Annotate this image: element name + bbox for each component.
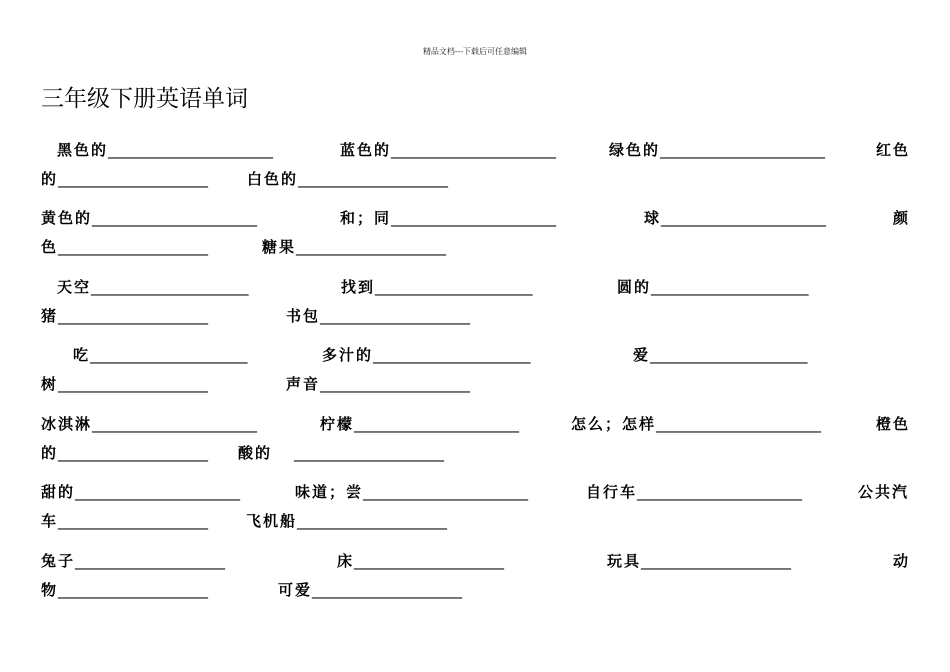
vocab-item-rabbit [41,551,225,571]
vocab-item-airship [246,511,447,531]
vocab-item-bed [337,551,504,571]
vocab-item-colour [893,208,910,228]
vocab-label: 白色的 [247,170,299,188]
answer-blank[interactable]: ____________________ [320,307,471,325]
vocab-label: 橙色 [876,415,911,433]
vocab-label: 冰淇淋 [41,415,93,433]
vocab-item-schoolbag [286,306,470,326]
answer-blank[interactable]: ______________________ [92,415,258,433]
vocab-item-ice-cream [41,414,257,434]
vocab-label: 柠檬 [320,415,355,433]
vocab-label: 自行车 [586,483,638,501]
vocab-label: 和；同 [340,209,392,227]
vocab-item-love [633,345,808,365]
vocab-label: 玩具 [607,552,642,570]
answer-blank[interactable]: ____________________ [58,581,209,599]
vocab-item-find [341,277,533,297]
vocab-item-bus-cont [41,511,208,531]
answer-blank[interactable]: ______________________ [660,141,826,159]
vocab-label: 找到 [341,278,376,296]
vocab-label: 圆的 [617,278,652,296]
vocab-label: 黑色的 [57,141,109,159]
vocab-item-tree [41,374,208,394]
answer-blank[interactable]: ______________________ [75,483,241,501]
vocab-item-sour [238,443,444,463]
answer-blank[interactable]: ____________________ [312,581,463,599]
vocab-item-sound [286,374,470,394]
page-title: 三年级下册英语单词 [41,86,248,112]
vocab-item-orange-cont [41,443,208,463]
vocab-label: 爱 [633,346,651,364]
vocab-label: 公共汽 [858,483,910,501]
vocab-item-how [571,414,821,434]
vocab-item-black [57,140,273,160]
answer-blank[interactable]: ____________________ [294,444,445,462]
answer-blank[interactable]: ____________________ [58,307,209,325]
answer-blank[interactable]: _____________________ [650,346,808,364]
vocab-label: 飞机船 [246,512,298,530]
vocab-label: 绿色的 [609,141,661,159]
vocab-item-sweet [41,482,240,502]
page-header: 精品文档---下载后可任意编辑 [422,47,528,56]
answer-blank[interactable]: ______________________ [108,141,274,159]
vocab-label: 猪 [41,307,59,325]
answer-blank[interactable]: ____________________ [58,375,209,393]
answer-blank[interactable]: ______________________ [354,415,520,433]
vocab-item-round [617,277,809,297]
answer-blank[interactable]: _____________________ [90,346,248,364]
answer-blank[interactable]: ____________________ [58,512,209,530]
vocab-label: 可爱 [278,581,313,599]
vocab-label: 动 [893,552,911,570]
vocab-item-yellow [41,208,257,228]
vocab-label: 多汁的 [322,346,374,364]
vocab-label: 物 [41,581,59,599]
vocab-label: 红色 [876,141,911,159]
vocab-item-taste [295,482,528,502]
vocab-label: 酸的 [238,444,273,462]
vocab-item-eat [73,345,248,365]
vocab-item-green [609,140,825,160]
vocab-item-red [876,140,910,160]
vocab-label: 色 [41,238,59,256]
vocab-label: 怎么；怎样 [571,415,657,433]
vocab-label: 床 [337,552,355,570]
vocab-item-cute [278,580,462,600]
vocab-item-blue [340,140,556,160]
answer-blank[interactable]: ______________________ [661,209,827,227]
answer-blank[interactable]: ______________________ [656,415,822,433]
answer-blank[interactable]: ____________________ [58,444,209,462]
vocab-item-juicy [322,345,531,365]
vocab-label: 兔子 [41,552,76,570]
vocab-item-orange [876,414,910,434]
answer-blank[interactable]: ____________________ [297,512,448,530]
vocab-label: 吃 [73,346,91,364]
answer-blank[interactable]: ____________________ [58,238,209,256]
vocab-label: 蓝色的 [340,141,392,159]
vocab-item-bus [858,482,909,502]
answer-blank[interactable]: _____________________ [651,278,809,296]
answer-blank[interactable]: ______________________ [637,483,803,501]
answer-blank[interactable]: ____________________ [58,170,209,188]
answer-blank[interactable]: ____________________ [296,238,447,256]
vocab-item-bike [586,482,802,502]
vocab-item-animal [893,551,910,571]
answer-blank[interactable]: ______________________ [92,209,258,227]
vocab-label: 天空 [57,278,92,296]
vocab-item-red-cont [41,169,208,189]
answer-blank[interactable]: _____________________ [373,346,531,364]
vocab-label: 颜 [893,209,911,227]
vocab-item-white [247,169,448,189]
vocab-label: 的 [41,170,59,188]
vocab-label: 黄色的 [41,209,93,227]
answer-blank[interactable]: ____________________ [354,552,505,570]
vocab-item-toy [607,551,791,571]
vocab-label: 糖果 [262,238,297,256]
vocab-label: 车 [41,512,59,530]
vocab-label: 树 [41,375,59,393]
answer-blank[interactable]: _____________________ [91,278,249,296]
vocab-item-candy [262,237,446,257]
answer-blank[interactable]: ____________________ [641,552,792,570]
vocab-item-lemon [320,414,519,434]
answer-blank[interactable]: ____________________ [75,552,226,570]
answer-blank[interactable]: ______________________ [391,141,557,159]
vocab-label: 甜的 [41,483,76,501]
answer-blank[interactable]: ______________________ [363,483,529,501]
answer-blank[interactable]: ____________________ [298,170,449,188]
vocab-label: 的 [41,444,59,462]
vocab-item-sky [57,277,249,297]
vocab-item-animal-cont [41,580,208,600]
answer-blank[interactable]: _____________________ [375,278,533,296]
vocab-item-ball [644,208,826,228]
answer-blank[interactable]: ____________________ [320,375,471,393]
vocab-label: 声音 [286,375,321,393]
vocab-label: 味道；尝 [295,483,364,501]
vocab-item-pig [41,306,208,326]
vocab-item-colour-cont [41,237,208,257]
vocab-label: 书包 [286,307,321,325]
vocab-label: 球 [644,209,662,227]
vocab-item-and [340,208,556,228]
answer-blank[interactable]: ______________________ [391,209,557,227]
